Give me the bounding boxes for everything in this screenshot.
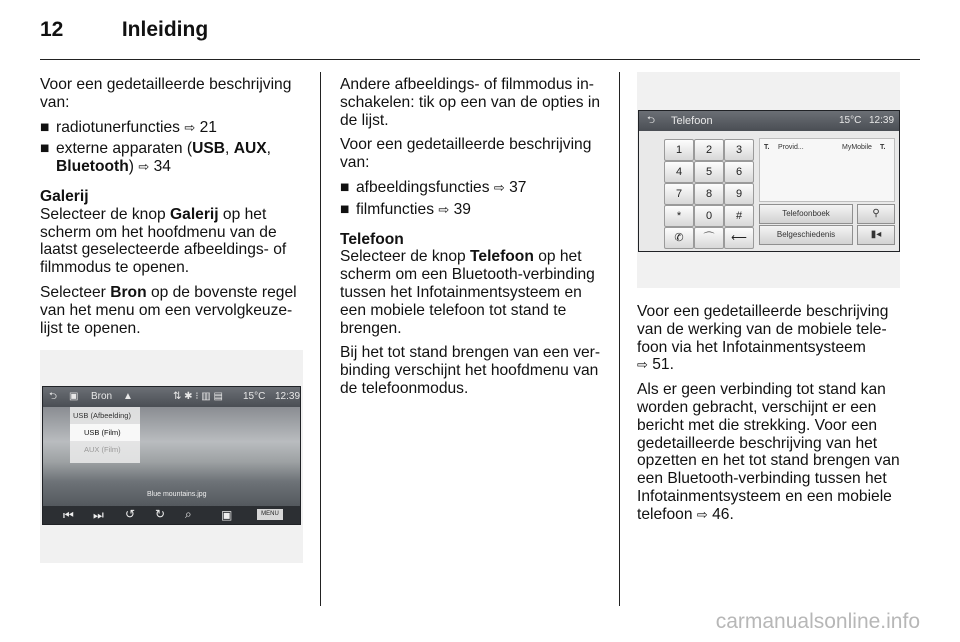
call-history-button[interactable]: Belgeschiedenis [759, 225, 853, 245]
key-star[interactable]: * [664, 205, 694, 227]
provider-label: Provid... [778, 144, 804, 151]
arrow-ref-icon: ⇨ [184, 119, 196, 135]
phone-screen [638, 110, 900, 252]
key-2[interactable]: 2 [694, 139, 724, 161]
col1-intro: Voor een gedetailleerde beschrijving van: [40, 76, 292, 111]
slideshow-icon[interactable]: ▣ [221, 508, 233, 522]
device-label: MyMobile [842, 144, 872, 151]
mute-mic-icon[interactable]: ⚲ [857, 204, 895, 224]
page-header [40, 18, 208, 42]
page-title: Inleiding [121, 18, 209, 41]
key-6[interactable]: 6 [724, 161, 754, 183]
col1-bullet-1: ■ radiotunerfuncties ⇨ 21 [40, 118, 217, 136]
phone-status-bar [639, 111, 899, 131]
column-divider-2 [619, 72, 620, 606]
col2-para-2: Selecteer de knop Telefoon op het scherm om een Bluetooth-verbinding tussen het Infotainmentsysteem en een mobiele telefoon tot stand te brengen. [340, 248, 595, 337]
col1-para-2: Selecteer Bron op de bovenste regel van het menu om een vervolgkeuze-lijst te openen. [40, 283, 297, 337]
column-divider-1 [320, 72, 321, 606]
col1-heading: Galerij [40, 187, 89, 205]
col2-intro: Voor een gedetailleerde beschrijving van: [340, 136, 592, 172]
phonebook-button[interactable]: Telefoonboek [759, 204, 853, 224]
key-1[interactable]: 1 [664, 139, 694, 161]
key-8[interactable]: 8 [694, 183, 724, 205]
temperature: 15°C [839, 115, 862, 126]
arrow-ref-icon: ⇨ [438, 201, 450, 217]
gallery-status-bar [43, 387, 300, 407]
handset-speaker-icon[interactable]: ▮◂ [857, 225, 895, 245]
temperature: 15°C [243, 391, 266, 402]
column-2 [340, 76, 604, 405]
source-dropdown [70, 407, 140, 463]
source-label[interactable]: Bron [91, 391, 113, 402]
arrow-ref-icon: ⇨ [493, 179, 505, 195]
signal-icon: T. [764, 144, 770, 151]
gallery-control-bar [43, 506, 300, 524]
status-icons: ⇅ ✱ ⁝ ▥ ▤ [173, 391, 223, 402]
back-icon[interactable]: ⮌ [49, 391, 58, 402]
col1-para-1: Selecteer de knop Galerij op het scherm om het hoofdmenu van de laatst geselecteerde afbeeldings- of filmmodus te openen. [40, 205, 287, 277]
key-7[interactable]: 7 [664, 183, 694, 205]
hangup-icon[interactable]: ⌒ [694, 227, 724, 249]
col2-bullet-1: ■ afbeeldingsfuncties ⇨ 37 [340, 178, 527, 196]
footer-watermark: carmanualsonline.info [715, 610, 920, 633]
col2-bullet-2: ■ filmfuncties ⇨ 39 [340, 200, 471, 218]
clock: 12:39 [869, 115, 895, 126]
key-5[interactable]: 5 [694, 161, 724, 183]
battery-icon: T. [880, 144, 886, 151]
image-caption: Blue mountains.jpg [147, 491, 207, 498]
menu-item-usb-image[interactable]: USB (Afbeelding) [73, 411, 131, 420]
key-0[interactable]: 0 [694, 205, 724, 227]
menu-item-aux-film[interactable]: AUX (Film) [84, 445, 121, 454]
phone-screenshot [637, 72, 900, 288]
phone-title: Telefoon [671, 115, 713, 127]
previous-icon[interactable]: ⏮ [63, 508, 74, 522]
col2-para-1: Andere afbeeldings- of filmmodus in-schakelen: tik op een van de opties in de lijst. [340, 76, 601, 129]
key-hash[interactable]: # [724, 205, 754, 227]
zoom-icon[interactable]: ⌕ [185, 507, 192, 521]
back-icon[interactable]: ⮌ [647, 115, 656, 126]
source-dropdown-icon[interactable]: ▲ [123, 391, 133, 402]
rotate-right-icon[interactable]: ↻ [155, 507, 166, 521]
clock: 12:39 [275, 391, 301, 402]
key-9[interactable]: 9 [724, 183, 754, 205]
page-number: 12 [40, 18, 64, 41]
backspace-icon[interactable]: ⟵ [724, 227, 754, 249]
col2-heading: Telefoon [340, 230, 404, 248]
key-3[interactable]: 3 [724, 139, 754, 161]
arrow-ref-icon: ⇨ [637, 357, 648, 373]
col2-para-3: Bij het tot stand brengen van een ver-binding verschijnt het hoofdmenu van de telefoonmodus. [340, 344, 601, 397]
device-panel [759, 138, 895, 202]
col3-para-2: Als er geen verbinding tot stand kan worden gebracht, verschijnt er een bericht met die strekking. Voor een gedetailleerde beschrijving van het opzetten en het tot stand brengen van een Bluetooth-verbinding tussen het Infotainmentsysteem en een mobiele telefoon ⇨ 46. [637, 381, 900, 523]
key-4[interactable]: 4 [664, 161, 694, 183]
arrow-ref-icon: ⇨ [138, 159, 150, 175]
col3-para-1: Voor een gedetailleerde beschrijving van de werking van de mobiele tele-foon via het Infotainmentsysteem ⇨ 51. [637, 303, 889, 374]
column-3 [637, 303, 905, 531]
gallery-screenshot [40, 350, 303, 563]
rotate-left-icon[interactable]: ↺ [125, 507, 136, 521]
menu-item-usb-film[interactable]: USB (Film) [70, 424, 140, 441]
arrow-ref-icon: ⇨ [696, 506, 708, 522]
gallery-screen [42, 386, 301, 525]
gallery-icon: ▣ [69, 391, 79, 402]
next-icon[interactable]: ⏭ [93, 508, 104, 522]
column-1 [40, 76, 308, 344]
header-rule [40, 59, 920, 60]
call-icon[interactable]: ✆ [664, 227, 694, 249]
menu-button[interactable]: MENU [257, 509, 283, 520]
col1-bullet-2: ■ externe apparaten (USB, AUX, Bluetooth) ⇨ 34 [40, 140, 271, 176]
